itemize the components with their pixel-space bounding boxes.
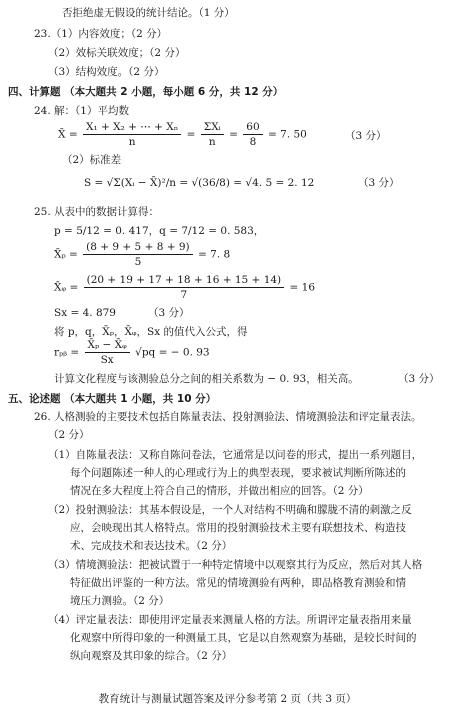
xp-lhs: X̄ₚ = [54, 248, 78, 261]
page-footer: 教育统计与测量试题答案及评分参考第 2 页（共 3 页） [98, 693, 357, 705]
line-q22-end: 否拒绝虚无假设的统计结论。（1 分） [62, 7, 235, 19]
line-q25: 25. 从表中的数据计算得： [34, 206, 160, 218]
mean-frac-2 [201, 120, 224, 149]
conclusion-score: （3 分） [398, 373, 440, 385]
line-q26: 26. 人格测验的主要技术包括自陈量表法、投射测验法、情境测验法和评定量表法。 [34, 411, 422, 423]
xp-result: = 7. 8 [198, 248, 231, 261]
sd-formula: S = √Σ(Xᵢ − X̄)²/n = √(36/8) = √4. 5 = 2. 12 [84, 177, 315, 189]
para4-line3: 纵向观察及其印象的综合。（2 分） [70, 650, 233, 662]
mean-lhs: X̄ = [58, 128, 78, 141]
mean-frac-1 [83, 120, 181, 149]
para4-line1: （4）评定量表法：即使用评定量表来测量人格的方法。所谓评定量表指用来量 [48, 614, 412, 626]
mean-eq-2: = [186, 128, 196, 141]
line-q24: 24. 解：（1）平均数 [34, 105, 129, 117]
rpb-frac [85, 338, 130, 367]
para2-line2: 应，会映现出其人格特点。常用的投射测验技术主要有联想技术、构造技 [70, 522, 406, 534]
mean-formula [58, 120, 307, 149]
mean-result: = 7. 50 [268, 128, 307, 141]
para4-line2: 化观察中所得印象的一种测量工具，它是以自然观察为基础，是较长时间的 [70, 632, 417, 644]
para3-line3: 境压力测验。（2 分） [70, 595, 170, 607]
rpb-denominator: Sx [100, 354, 114, 367]
line-q23-3: （3）结构效度。（2 分） [48, 66, 165, 78]
para3-line2: 特征做出评鉴的一种方法。常见的情境测验有两种，即品格教育测验和情 [70, 577, 406, 589]
section-heading-calculation: 四、计算题 （本大题共 2 小题，每小题 6 分，共 12 分） [8, 86, 284, 98]
mean-denominator-2: n [208, 136, 216, 149]
xp-frac [83, 240, 193, 269]
xq-denominator: 7 [180, 289, 188, 302]
line-q26-score: （2 分） [48, 429, 90, 441]
mean-eq-3: = [229, 128, 238, 141]
conclusion-line: 计算文化程度与该测验总分之间的相关系数为 − 0. 93，相关高。 [54, 373, 359, 385]
rpb-numerator: X̄ₚ − X̄ᵩ [85, 338, 130, 353]
sx-score: （3 分） [148, 307, 190, 319]
mean-score: （3 分） [345, 130, 387, 142]
para2-line3: 术、完成技术和表达技术。（2 分） [70, 540, 233, 552]
para3-line1: （3）情境测验法：把被试置于一种特定情境中以观察其行为反应，然后对其人格 [48, 559, 423, 571]
xp-denominator: 5 [134, 256, 142, 269]
xq-lhs: X̄ᵩ = [54, 281, 79, 294]
mean-numerator-1: X₁ + X₂ + ⋯ + Xₙ [83, 120, 181, 135]
line-q23-1: 23.（1）内容效度；（2 分） [34, 28, 168, 40]
rpb-result: √pq = − 0. 93 [135, 346, 210, 359]
para2-line1: （2）投射测验法：其基本假设是，一个人对结构不明确和朦胧不清的刺激之反 [48, 504, 412, 516]
mean-frac-3 [243, 120, 262, 149]
xp-numerator: (8 + 9 + 5 + 8 + 9) [83, 240, 193, 255]
xq-result: = 16 [289, 281, 315, 294]
mean-denominator-1: n [128, 136, 136, 149]
xp-formula [54, 240, 230, 269]
para1-line2: 每个问题陈述一种人的心理或行为上的典型表现，要求被试判断所陈述的 [70, 467, 406, 479]
rpb-formula [54, 338, 210, 367]
substitution-line: 将 p，q，X̄ₚ，X̄ᵩ，Sx 的值代入公式，得 [54, 326, 248, 338]
rpb-lhs: rₚᵦ = [54, 346, 80, 359]
xq-numerator: (20 + 19 + 17 + 18 + 16 + 15 + 14) [84, 273, 285, 288]
section-heading-essay: 五、论述题 （本大题共 1 小题，共 10 分） [8, 393, 217, 405]
mean-numerator-2: ΣXᵢ [201, 120, 224, 135]
xq-formula [54, 273, 315, 302]
para1-line1: （1）自陈量表法：又称自陈问卷法，它通常是以问卷的形式，提出一系列题目， [48, 449, 423, 461]
xq-frac [84, 273, 285, 302]
mean-denominator-3: 8 [249, 136, 257, 149]
sd-title: （2）标准差 [62, 154, 122, 166]
line-q23-2: （2）效标关联效度；（2 分） [48, 47, 186, 59]
pq-values: p = 5/12 = 0. 417，q = 7/12 = 0. 583， [54, 225, 265, 237]
sd-score: （3 分） [358, 177, 400, 189]
mean-numerator-3: 60 [243, 120, 262, 135]
para1-line3: 情况在多大程度上符合自己的情形，并做出相应的回答。（2 分） [70, 485, 369, 497]
sx-value: Sx = 4. 879 [54, 307, 116, 319]
